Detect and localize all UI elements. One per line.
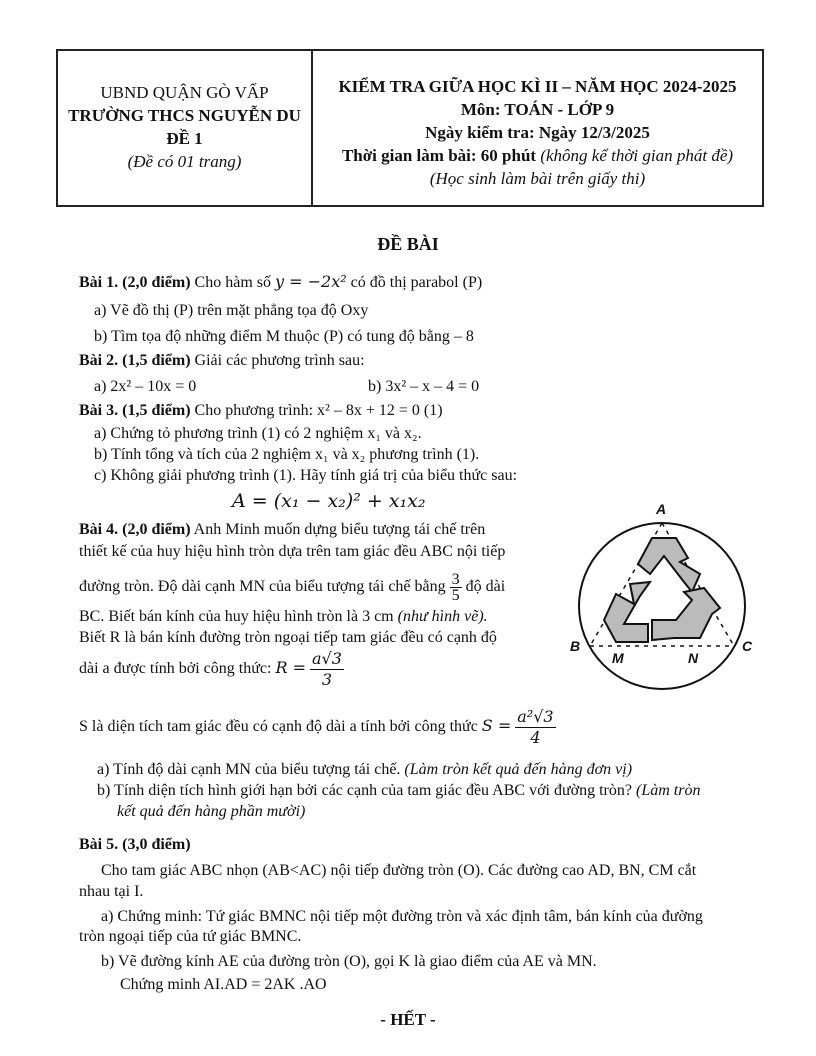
label-a: A (656, 501, 667, 517)
bai4-b-text: b) Tính diện tích hình giới hạn bởi các cạnh của tam giác đều ABC với đường tròn? (97, 782, 632, 799)
bai5-a2: tròn ngoại tiếp của tứ giác BMNC. (79, 928, 302, 945)
bai4-b-note2: kết quả đến hàng phần mười) (117, 803, 306, 820)
bai4-line3 (79, 572, 505, 603)
bai4-line6 (79, 649, 344, 690)
subject: Môn: TOÁN - LỚP 9 (460, 100, 615, 119)
bai4-a-text: a) Tính độ dài cạnh MN của biểu tượng tái chế. (97, 761, 401, 778)
bai3-b: b) Tính tổng và tích của 2 nghiệm x₁ và x₂ phương trình (1). (94, 446, 480, 463)
bai4-text7: S là diện tích tam giác đều có cạnh độ dài a tính bởi công thức (79, 718, 478, 736)
bai5-p2: nhau tại I. (79, 883, 144, 900)
bai4-text4-italic: (như hình vẽ). (397, 608, 488, 625)
duration-note: (không kể thời gian phát đề) (540, 146, 734, 165)
bai3-formula: A = (x₁ − x₂)² + x₁x₂ (232, 490, 426, 512)
bai1-text-post: có đồ thị parabol (P) (350, 274, 483, 291)
bai4-line1 (79, 521, 485, 539)
school-name: TRƯỜNG THCS NGUYỄN DU (68, 106, 301, 125)
s-formula-lhs: S = (481, 716, 512, 736)
s-den: 4 (530, 728, 541, 747)
r-den: 3 (321, 670, 333, 689)
frac-num: 3 (451, 571, 460, 588)
fraction-3-5 (450, 572, 462, 603)
bai2-text: Giải các phương trình sau: (194, 352, 365, 369)
bai3-question (79, 402, 443, 420)
bai4-text3-post: độ dài (465, 578, 506, 596)
bai4-line7 (79, 707, 556, 748)
exam-duration: Thời gian làm bài: 60 phút (341, 146, 537, 165)
bai1-label: Bài 1. (2,0 điểm) (79, 274, 191, 291)
exam-header (56, 49, 764, 207)
recycle-arrow-right (652, 588, 720, 640)
bai4-text4: BC. Biết bán kính của huy hiệu hình tròn là 3 cm (79, 608, 394, 625)
bai5-b2: Chứng minh AI.AD = 2AK .AO (120, 976, 327, 993)
end-marker: - HẾT - (380, 1010, 436, 1029)
label-m: M (612, 650, 624, 666)
bai5-a1: a) Chứng minh: Tứ giác BMNC nội tiếp một đường tròn và xác định tâm, bán kính của đường (101, 908, 703, 925)
label-n: N (688, 650, 699, 666)
recycle-badge-figure (552, 496, 768, 692)
exam-title: KIỂM TRA GIỮA HỌC KÌ II – NĂM HỌC 2024-2025 (338, 77, 737, 96)
bai3-a: a) Chứng tỏ phương trình (1) có 2 nghiệm x₁ và x₂. (94, 425, 422, 442)
bai4-line5: Biết R là bán kính đường tròn ngoại tiếp tam giác đều có cạnh độ (79, 629, 497, 646)
bai4-a-note: (Làm tròn kết quả đến hàng đơn vị) (404, 761, 633, 778)
bai1-question (79, 272, 482, 292)
bai5-p1: Cho tam giác ABC nhọn (AB<AC) nội tiếp đường tròn (O). Các đường cao AD, BN, CM cắt (101, 862, 697, 879)
r-formula-frac (310, 649, 344, 690)
s-formula-frac (515, 707, 555, 748)
page-title: ĐỀ BÀI (377, 234, 439, 254)
recycle-arrow-left (604, 582, 650, 642)
bai3-c: c) Không giải phương trình (1). Hãy tính giá trị của biểu thức sau: (94, 467, 518, 484)
bai1-a: a) Vẽ đồ thị (P) trên mặt phẳng tọa độ Oxy (94, 302, 369, 319)
bai2-label: Bài 2. (1,5 điểm) (79, 352, 191, 369)
district-name: UBND QUẬN GÒ VẤP (100, 83, 269, 102)
bai5-b1: b) Vẽ đường kính AE của đường tròn (O), gọi K là giao điểm của AE và MN. (101, 953, 597, 970)
frac-den: 5 (451, 587, 460, 604)
bai4-line4 (79, 608, 488, 626)
bai4-text3: đường tròn. Độ dài cạnh MN của biểu tượng tái chế bằng (79, 578, 446, 596)
bai2-a: a) 2x² – 10x = 0 (94, 378, 197, 395)
bai1-text-pre: Cho hàm số (194, 274, 271, 291)
bai1-formula: y = −2x² (275, 272, 347, 291)
bai2-b: b) 3x² – x – 4 = 0 (368, 378, 480, 395)
r-num: a√3 (312, 649, 342, 668)
bai4-label: Bài 4. (2,0 điểm) (79, 521, 191, 538)
label-b: B (570, 638, 581, 654)
recycle-icon (604, 538, 720, 642)
s-num: a²√3 (517, 707, 554, 726)
bai5-label: Bài 5. (3,0 điểm) (79, 836, 191, 853)
bai4-text1: Anh Minh muốn dựng biểu tượng tái chế trên (193, 521, 486, 538)
exam-date: Ngày kiểm tra: Ngày 12/3/2025 (425, 123, 650, 142)
bai4-a (97, 761, 632, 779)
bai4-line2: thiết kế của huy hiệu hình tròn dựa trên tam giác đều ABC nội tiếp (79, 543, 506, 560)
bai4-b (97, 782, 700, 800)
bai3-label: Bài 3. (1,5 điểm) (79, 402, 191, 419)
page-count: (Đề có 01 trang) (127, 152, 242, 171)
bai4-b-note1: (Làm tròn (635, 782, 701, 799)
label-c: C (742, 638, 753, 654)
bai2-question (79, 352, 365, 370)
answer-note: (Học sinh làm bài trên giấy thi) (429, 169, 646, 188)
school-info (58, 51, 313, 205)
exam-info (313, 51, 762, 205)
r-formula-lhs: R = (275, 658, 306, 678)
bai1-b: b) Tìm tọa độ những điểm M thuộc (P) có tung độ bằng – 8 (94, 328, 474, 345)
bai3-text: Cho phương trình: x² – 8x + 12 = 0 (1) (194, 402, 443, 419)
exam-code: ĐỀ 1 (166, 129, 203, 148)
bai4-text6: dài a được tính bởi công thức: (79, 660, 272, 678)
